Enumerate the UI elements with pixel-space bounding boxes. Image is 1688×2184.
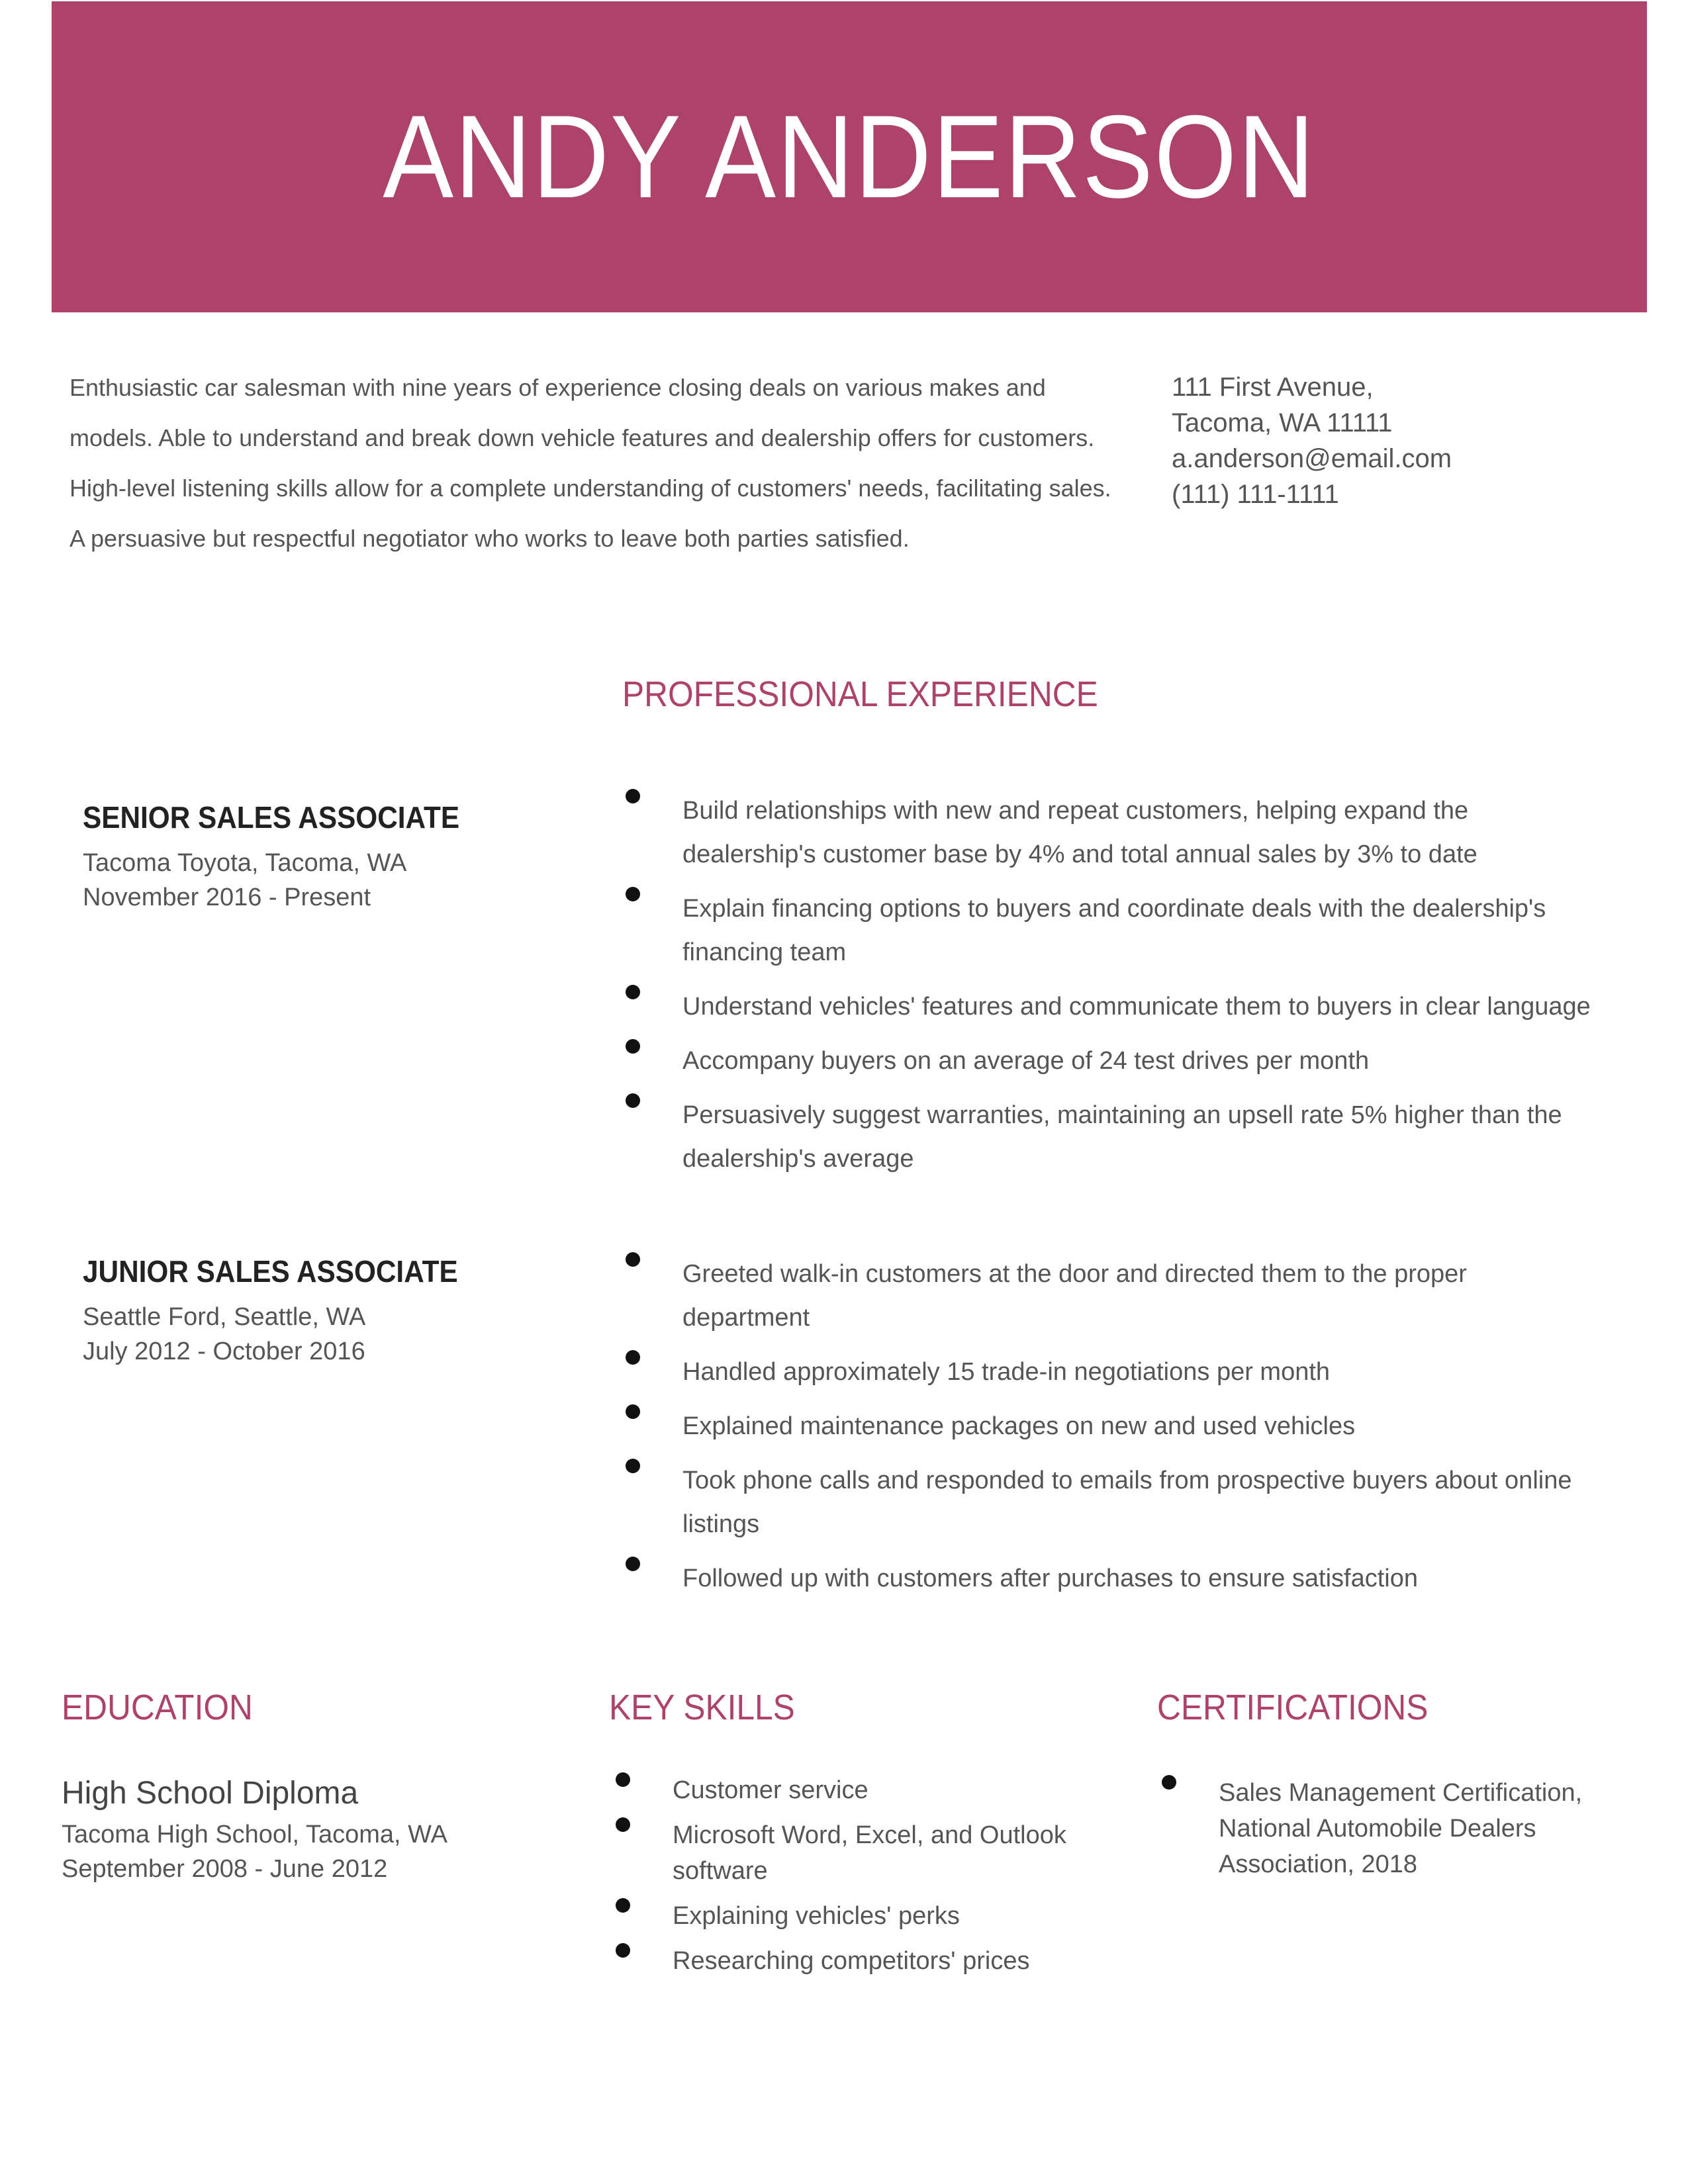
job-bullets	[626, 1252, 1592, 1611]
list-item: Sales Management Certification, National Automobile Dealers Association, 2018	[1162, 1775, 1625, 1882]
candidate-name: ANDY ANDERSON	[383, 91, 1316, 222]
list-item: Took phone calls and responded to emails from prospective buyers about online listings	[626, 1459, 1592, 1546]
bullet-icon	[626, 1404, 640, 1419]
address-line-2: Tacoma, WA 11111	[1172, 408, 1393, 437]
address-line-1: 111 First Avenue,	[1172, 373, 1374, 402]
education-heading: EDUCATION	[62, 1688, 253, 1727]
bullet-icon	[616, 1943, 630, 1958]
education-school: Tacoma High School, Tacoma, WA	[62, 1821, 447, 1848]
job-title: JUNIOR SALES ASSOCIATE	[83, 1254, 458, 1289]
list-item: Accompany buyers on an average of 24 test drives per month	[626, 1039, 1592, 1083]
list-item: Customer service	[616, 1772, 1125, 1808]
experience-heading: PROFESSIONAL EXPERIENCE	[622, 674, 1098, 714]
phone-number: (111) 111-1111	[1172, 480, 1339, 509]
bullet-icon	[626, 1252, 640, 1267]
skills-list	[616, 1772, 1125, 1988]
list-item: Explain financing options to buyers and coordinate deals with the dealership's financing team	[626, 887, 1592, 974]
job-title: SENIOR SALES ASSOCIATE	[83, 800, 460, 835]
list-item: Greeted walk-in customers at the door and directed them to the proper department	[626, 1252, 1592, 1340]
bullet-icon	[626, 887, 640, 901]
list-item: Microsoft Word, Excel, and Outlook software	[616, 1817, 1125, 1889]
contact-info	[1172, 369, 1635, 512]
education-dates: September 2008 - June 2012	[62, 1855, 388, 1883]
list-item: Followed up with customers after purchases to ensure satisfaction	[626, 1557, 1592, 1600]
list-item: Explained maintenance packages on new and used vehicles	[626, 1404, 1592, 1448]
list-item: Understand vehicles' features and communicate them to buyers in clear language	[626, 985, 1592, 1028]
list-item: Persuasively suggest warranties, maintaining an upsell rate 5% higher than the dealership's average	[626, 1093, 1592, 1181]
list-item: Handled approximately 15 trade-in negotiations per month	[626, 1350, 1592, 1394]
job-bullets	[626, 789, 1592, 1191]
bullet-icon	[1162, 1775, 1176, 1790]
bullet-icon	[626, 1350, 640, 1365]
bullet-icon	[616, 1898, 630, 1913]
job-dates: July 2012 - October 2016	[83, 1338, 365, 1365]
bullet-icon	[626, 1093, 640, 1108]
certifications-heading: CERTIFICATIONS	[1157, 1688, 1429, 1727]
bullet-icon	[626, 1557, 640, 1571]
education-degree: High School Diploma	[62, 1776, 359, 1811]
bullet-icon	[626, 1459, 640, 1473]
bullet-icon	[626, 985, 640, 999]
job-dates: November 2016 - Present	[83, 884, 371, 911]
bullet-icon	[616, 1772, 630, 1787]
summary-text: Enthusiastic car salesman with nine years of experience closing deals on various makes and models. Able to understand and break down vehicle features and dealership offers for customers. High-level listening skills allow for a complete understanding of customers' needs, facilitating sales. A persuasive but respectful negotiator who works to leave both parties satisfied.	[70, 374, 1111, 552]
certifications-list	[1162, 1775, 1625, 1891]
bullet-icon	[626, 1039, 640, 1054]
list-item: Explaining vehicles' perks	[616, 1898, 1125, 1934]
list-item: Build relationships with new and repeat customers, helping expand the dealership's customer base by 4% and total annual sales by 3% to date	[626, 789, 1592, 876]
job-company: Seattle Ford, Seattle, WA	[83, 1303, 366, 1331]
bullet-icon	[626, 789, 640, 803]
job-company: Tacoma Toyota, Tacoma, WA	[83, 849, 407, 877]
bullet-icon	[616, 1817, 630, 1832]
header-banner	[52, 1, 1647, 312]
email-address: a.anderson@email.com	[1172, 444, 1452, 473]
skills-heading: KEY SKILLS	[609, 1688, 795, 1727]
list-item: Researching competitors' prices	[616, 1943, 1125, 1979]
